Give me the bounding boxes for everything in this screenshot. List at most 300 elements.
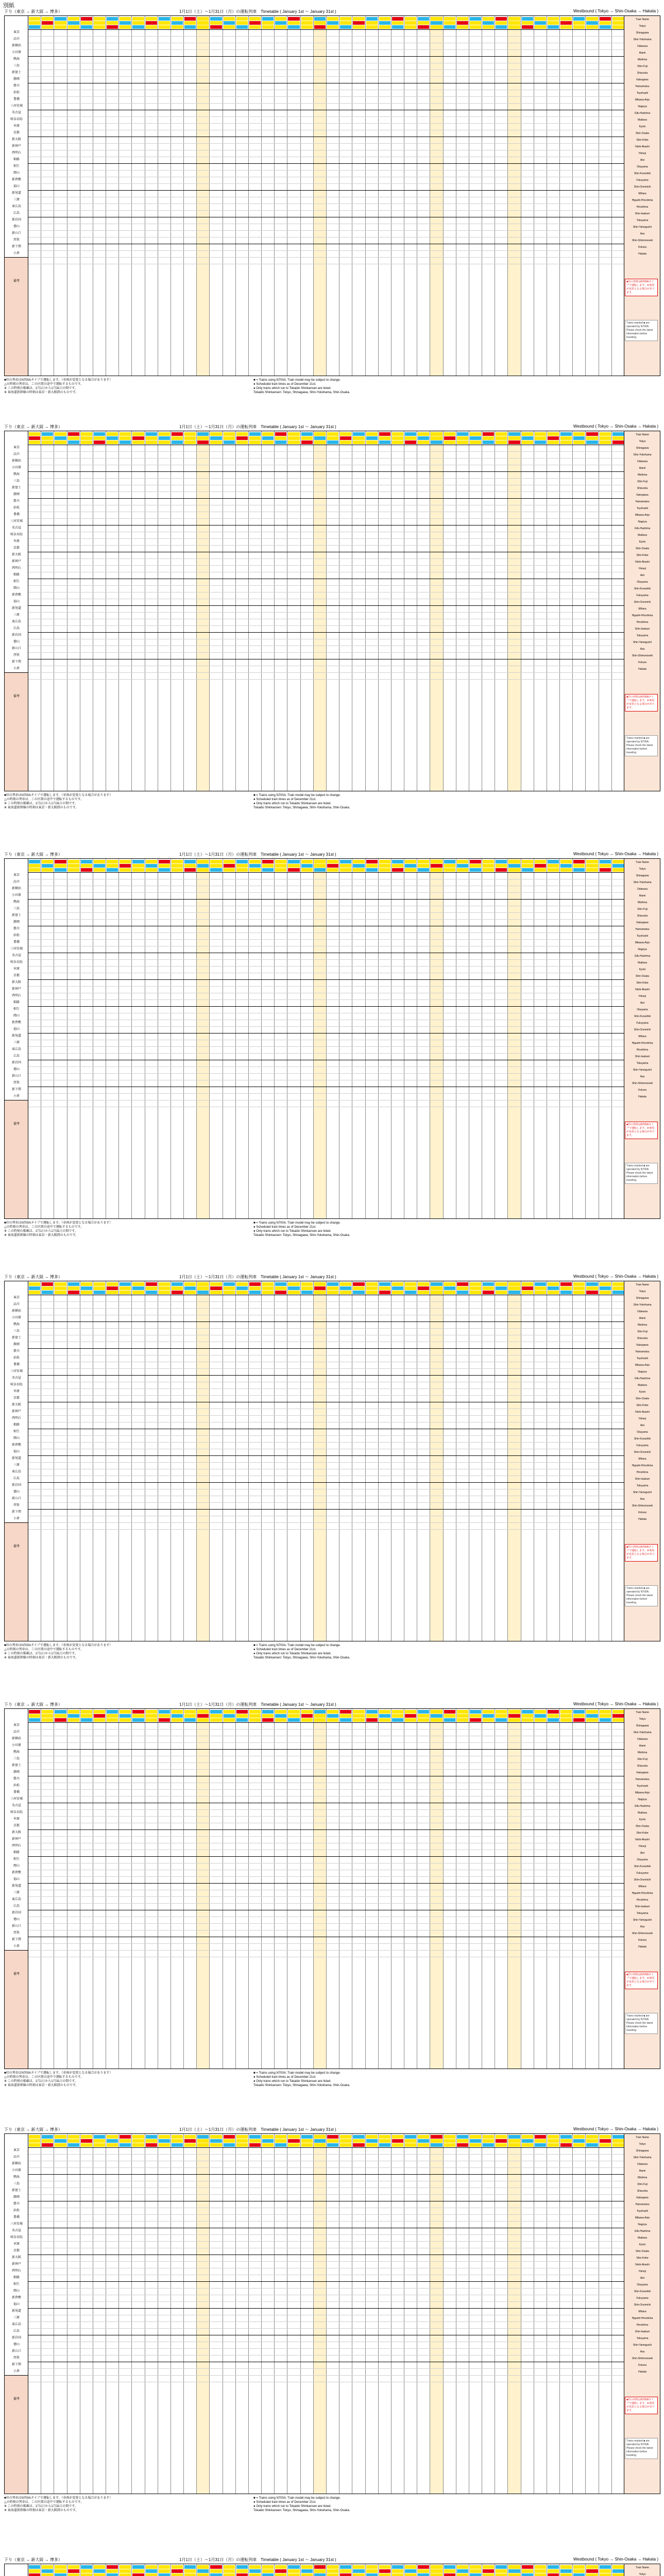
station-name-en: Shin-Kurashiki — [634, 172, 651, 175]
train-type-marker — [600, 860, 611, 863]
train-type-marker — [197, 1291, 209, 1294]
train-type-marker — [249, 1282, 261, 1286]
train-type-marker — [353, 432, 364, 436]
period-label: 1月1日（土）〜1月31日（月）の運転列車 Timetable ( January 1st 〜 January 31st ) — [179, 1702, 336, 1707]
train-type-marker — [366, 1282, 378, 1286]
station-label: 新富士 — [11, 1764, 21, 1767]
train-type-marker — [470, 1718, 481, 1722]
train-type-marker — [314, 2573, 326, 2576]
footnote-line: ■ = Trains using N700A. Train model may be subject to change. — [253, 794, 341, 797]
train-type-marker — [431, 436, 442, 440]
station-name-en: Kokura — [638, 1089, 646, 1092]
station-name-en: Shinagawa — [636, 447, 649, 450]
train-type-marker — [353, 864, 364, 868]
train-type-marker — [548, 432, 559, 436]
station-name-en: Shin-Osaka — [635, 547, 650, 550]
train-type-marker — [405, 1710, 416, 1714]
row-divider — [28, 565, 625, 566]
train-type-marker — [379, 2573, 390, 2576]
train-type-marker — [120, 432, 131, 436]
train-type-marker — [29, 2565, 40, 2569]
train-type-marker — [107, 2135, 118, 2139]
train-type-marker — [146, 1282, 157, 1286]
station-name-en: Tokyo — [639, 868, 646, 871]
station-label: 新横浜 — [11, 1737, 21, 1740]
train-type-marker — [262, 1710, 274, 1714]
station-name-en: Atami — [639, 2170, 646, 2173]
train-type-marker — [275, 2135, 286, 2139]
train-type-marker — [612, 25, 624, 29]
station-name-en: Mikawa-Anjo — [635, 2216, 650, 2219]
train-type-marker — [184, 2573, 196, 2576]
train-type-marker — [107, 864, 118, 868]
train-type-marker — [392, 432, 403, 436]
row-divider — [28, 672, 625, 673]
train-type-marker — [107, 1714, 118, 1718]
train-type-marker — [314, 1286, 326, 1290]
train-type-marker — [522, 436, 533, 440]
train-type-marker — [600, 1710, 611, 1714]
train-type-marker — [236, 2573, 248, 2576]
train-type-marker — [560, 868, 572, 872]
station-label: 岡山 — [13, 1437, 20, 1440]
train-type-marker — [132, 1291, 144, 1294]
train-type-marker — [120, 436, 131, 440]
train-type-marker — [612, 2569, 624, 2573]
station-name-en: Kyoto — [639, 2243, 646, 2246]
station-label: 岐阜羽島 — [10, 1383, 23, 1386]
station-name-en: Hiroshima — [636, 1471, 649, 1474]
station-name-en: Nishi-Akashi — [635, 145, 650, 148]
train-type-marker — [159, 436, 170, 440]
train-type-marker — [548, 2565, 559, 2569]
row-divider — [28, 2375, 625, 2376]
station-label: 新倉敷 — [11, 594, 21, 597]
train-type-marker — [508, 436, 520, 440]
train-column — [249, 2564, 262, 2576]
station-label: 名古屋 — [11, 1804, 21, 1807]
train-type-marker — [55, 2139, 66, 2143]
train-column — [379, 2564, 391, 2576]
train-type-marker — [314, 2143, 326, 2147]
train-type-marker — [55, 1291, 66, 1294]
train-type-marker — [392, 25, 403, 29]
station-name-en: Shin-Yokohama — [633, 1731, 652, 1734]
train-type-marker — [340, 2573, 351, 2576]
train-type-marker — [275, 2569, 286, 2573]
train-type-marker — [107, 1282, 118, 1286]
station-name-en: Odawara — [637, 2163, 648, 2166]
train-type-marker — [573, 2565, 585, 2569]
train-type-marker — [612, 2565, 624, 2569]
train-type-marker — [379, 1291, 390, 1294]
train-type-marker — [236, 17, 248, 21]
train-type-marker — [483, 2569, 494, 2573]
station-label: 新岩国 — [11, 1911, 21, 1914]
station-label: 相生 — [13, 2283, 20, 2286]
station-name-en: Kakegawa — [636, 78, 649, 81]
station-label: 新大阪 — [11, 553, 21, 556]
station-name-en: Shin-Kobe — [636, 1404, 649, 1407]
station-label: 米原 — [13, 125, 20, 128]
train-type-marker — [548, 1282, 559, 1286]
block-title — [4, 2555, 660, 2564]
station-column — [5, 1709, 28, 2069]
footnote-line: ● Only trains which run to Tokaido Shinkansen are listed. — [253, 2080, 331, 2083]
train-type-marker — [301, 1286, 313, 1290]
train-type-marker — [573, 864, 585, 868]
train-type-marker — [68, 21, 79, 25]
train-type-marker — [418, 2143, 429, 2147]
train-type-marker — [288, 1282, 299, 1286]
train-type-marker — [68, 2139, 79, 2143]
train-type-marker — [483, 1282, 494, 1286]
train-type-marker — [146, 2135, 157, 2139]
train-type-marker — [418, 432, 429, 436]
train-type-marker — [353, 2135, 364, 2139]
train-type-marker — [159, 2135, 170, 2139]
station-label: 小田原 — [11, 51, 21, 54]
station-label: 西明石 — [11, 2269, 21, 2273]
station-name-en: Hiroshima — [636, 1048, 649, 1052]
station-name-en: Maibara — [637, 1384, 648, 1387]
train-type-marker — [612, 860, 624, 863]
station-name-en: Hamamatsu — [635, 1778, 650, 1781]
station-name-en: Aioi — [640, 1002, 645, 1005]
station-label: 西明石 — [11, 994, 21, 997]
train-type-marker — [405, 1282, 416, 1286]
train-type-marker — [470, 432, 481, 436]
train-type-marker — [600, 1291, 611, 1294]
train-type-marker — [535, 2573, 546, 2576]
train-type-marker — [444, 860, 455, 863]
train-type-marker — [210, 1718, 222, 1722]
train-type-marker — [197, 1714, 209, 1718]
station-label: 新下関 — [11, 1511, 21, 1514]
station-name-en: Hiroshima — [636, 206, 649, 209]
train-type-marker — [535, 1714, 546, 1718]
train-type-marker — [197, 2135, 209, 2139]
station-name-en: Shin-Fuji — [637, 1330, 648, 1333]
train-type-marker — [159, 2565, 170, 2569]
station-name-en: Mishima — [637, 1324, 648, 1327]
train-type-marker — [159, 440, 170, 444]
train-type-marker — [94, 860, 105, 863]
station-name-en: Mishima — [637, 2176, 648, 2179]
train-type-marker — [483, 1718, 494, 1722]
station-name-en: Shin-Shimonoseki — [632, 1504, 653, 1507]
train-type-marker — [132, 2565, 144, 2569]
train-type-marker — [496, 2135, 507, 2139]
station-name-en: Himeji — [639, 1417, 646, 1420]
train-type-marker — [107, 860, 118, 863]
timetable-grid — [4, 2133, 660, 2494]
train-type-marker — [236, 2139, 248, 2143]
train-type-marker — [522, 1714, 533, 1718]
train-type-marker — [366, 25, 378, 29]
train-type-marker — [197, 1282, 209, 1286]
train-type-marker — [508, 1286, 520, 1290]
train-type-marker — [522, 860, 533, 863]
train-type-marker — [353, 1291, 364, 1294]
row-divider — [28, 2167, 625, 2168]
train-type-marker — [457, 2139, 468, 2143]
station-label: 豊橋 — [13, 98, 20, 101]
train-type-marker — [418, 2573, 429, 2576]
train-type-marker — [496, 1282, 507, 1286]
train-type-marker — [132, 25, 144, 29]
row-divider — [28, 1482, 625, 1483]
station-name-en: Odawara — [637, 888, 648, 891]
train-type-marker — [496, 436, 507, 440]
row-divider — [28, 1388, 625, 1389]
train-type-marker — [483, 2139, 494, 2143]
train-type-marker — [184, 2565, 196, 2569]
train-type-marker — [444, 2573, 455, 2576]
station-label: 厚狭 — [13, 654, 20, 657]
train-type-marker — [444, 2135, 455, 2139]
train-type-marker — [340, 17, 351, 21]
station-name-en: Shin-Onomichi — [634, 1451, 651, 1454]
station-label: 相生 — [13, 580, 20, 583]
train-type-marker — [379, 2143, 390, 2147]
station-name-en: Toyohashi — [636, 92, 649, 95]
train-type-marker — [522, 2139, 533, 2143]
train-type-marker — [224, 1714, 235, 1718]
station-label: 東広島 — [11, 205, 21, 208]
station-name-en: Shin-Iwakuni — [635, 1478, 650, 1481]
row-divider — [28, 1462, 625, 1463]
train-type-marker — [418, 1291, 429, 1294]
row-divider — [28, 1876, 625, 1877]
station-name-en: Shizuoka — [637, 487, 648, 490]
train-type-marker — [288, 1718, 299, 1722]
train-type-marker — [94, 1291, 105, 1294]
station-name-en: Train Name — [636, 2136, 649, 2139]
train-type-marker — [586, 1718, 598, 1722]
train-type-marker — [94, 2569, 105, 2573]
train-type-marker — [392, 436, 403, 440]
row-divider — [28, 2174, 625, 2175]
train-type-marker — [522, 25, 533, 29]
station-label: 品川 — [13, 1303, 20, 1306]
row-divider — [28, 103, 625, 104]
footnote-line: ● Scheduled train times as of December 21st. — [253, 1648, 316, 1651]
station-label: 厚狭 — [13, 2357, 20, 2360]
train-type-marker — [262, 17, 274, 21]
train-type-marker — [418, 860, 429, 863]
row-divider — [28, 29, 625, 30]
station-label: 名古屋 — [11, 527, 21, 530]
row-divider — [28, 2214, 625, 2215]
train-type-marker — [172, 1291, 183, 1294]
train-type-marker — [288, 25, 299, 29]
footnote-line: Tokaido Shinkansen: Tokyo, Shinagawa, Shin-Yokohama, Shin-Osaka. — [253, 2509, 350, 2512]
train-type-marker — [560, 1282, 572, 1286]
footnote-line: ※ 東海道新幹線の時刻は東京・新大阪間のものです。 — [4, 806, 79, 809]
remarks-label: 備考 — [13, 280, 20, 283]
train-type-marker — [224, 2569, 235, 2573]
row-divider — [28, 518, 625, 519]
train-type-marker — [249, 1286, 261, 1290]
train-type-marker — [573, 1710, 585, 1714]
direction-label: 下り（東京 → 新大阪 → 博多） — [4, 425, 62, 429]
train-type-marker — [548, 2135, 559, 2139]
row-divider — [28, 585, 625, 586]
station-name-en: Mishima — [637, 58, 648, 61]
row-divider — [28, 163, 625, 164]
train-type-marker — [548, 864, 559, 868]
train-type-marker — [301, 1710, 313, 1714]
train-type-marker — [353, 2565, 364, 2569]
train-type-marker — [327, 864, 338, 868]
train-type-marker — [418, 868, 429, 872]
station-label: 三島 — [13, 2182, 20, 2185]
train-type-marker — [146, 1714, 157, 1718]
train-type-marker — [379, 1710, 390, 1714]
train-type-marker — [159, 21, 170, 25]
train-type-marker — [496, 432, 507, 436]
train-type-marker — [612, 1282, 624, 1286]
train-type-marker — [586, 2565, 598, 2569]
train-type-marker — [197, 440, 209, 444]
train-type-marker — [68, 2573, 79, 2576]
train-type-marker — [262, 21, 274, 25]
station-name-en: Shin-Yamaguchi — [633, 2344, 652, 2347]
train-type-marker — [262, 25, 274, 29]
station-label: 京都 — [13, 547, 20, 550]
train-type-marker — [548, 2143, 559, 2147]
row-divider — [28, 1368, 625, 1369]
train-type-marker — [560, 2565, 572, 2569]
train-type-marker — [522, 868, 533, 872]
station-name-en: Shin-Kobe — [636, 2257, 649, 2260]
train-type-marker — [496, 1718, 507, 1722]
train-type-marker — [81, 436, 92, 440]
train-type-marker — [68, 1291, 79, 1294]
row-divider — [28, 1950, 625, 1951]
train-type-marker — [457, 1282, 468, 1286]
footnote-line: ● Scheduled train times as of December 21st. — [253, 798, 316, 801]
train-type-marker — [366, 2569, 378, 2573]
train-type-marker — [418, 2569, 429, 2573]
train-type-marker — [392, 864, 403, 868]
train-type-marker — [68, 25, 79, 29]
station-name-en: Shin-Iwakuni — [635, 1905, 650, 1908]
train-type-marker — [483, 432, 494, 436]
station-name-en: Shin-Yokohama — [633, 2156, 652, 2159]
train-type-marker — [132, 2135, 144, 2139]
station-name-en: Mikawa-Anjo — [635, 1791, 650, 1794]
train-type-marker — [392, 1291, 403, 1294]
station-name-en: Shin-Osaka — [635, 2250, 650, 2253]
train-type-marker — [470, 868, 481, 872]
train-type-marker — [353, 868, 364, 872]
train-type-marker — [586, 1710, 598, 1714]
station-name-en: Himeji — [639, 567, 646, 570]
remarks-cell — [5, 257, 28, 376]
station-name-en: Nagoya — [638, 948, 647, 951]
train-type-marker — [132, 21, 144, 25]
train-type-marker — [431, 868, 442, 872]
train-type-marker — [431, 17, 442, 21]
station-label: 熱海 — [13, 473, 20, 476]
train-type-marker — [483, 1286, 494, 1290]
train-type-marker — [560, 864, 572, 868]
train-type-marker — [431, 2139, 442, 2143]
train-type-marker — [301, 2135, 313, 2139]
train-type-marker — [444, 864, 455, 868]
footnote-line: ■ = Trains using N700A. Train model may be subject to change. — [253, 1222, 341, 1225]
train-type-marker — [210, 17, 222, 21]
train-type-marker — [586, 17, 598, 21]
train-type-marker — [159, 1714, 170, 1718]
row-divider — [28, 2368, 625, 2369]
station-label: 新尾道 — [11, 2310, 21, 2313]
train-type-marker — [172, 1286, 183, 1290]
train-type-marker — [573, 432, 585, 436]
train-type-marker — [366, 864, 378, 868]
train-type-marker — [522, 17, 533, 21]
train-type-marker — [29, 1714, 40, 1718]
train-type-marker — [159, 1710, 170, 1714]
station-label: 岡山 — [13, 1865, 20, 1868]
footnote-line: ■印の列車はN700Aタイプで運転します。（車両が変更となる場合があります） — [4, 794, 113, 797]
train-type-marker — [197, 868, 209, 872]
train-type-marker — [184, 1291, 196, 1294]
station-name-en: Shizuoka — [637, 2190, 648, 2193]
train-type-marker — [405, 864, 416, 868]
train-type-marker — [431, 1291, 442, 1294]
station-label: 静岡 — [13, 2196, 20, 2199]
station-label: 三原 — [13, 2316, 20, 2319]
train-type-marker — [314, 2135, 326, 2139]
station-label: 新大阪 — [11, 981, 21, 984]
station-name-en: Shin-Onomichi — [634, 185, 651, 189]
train-column — [417, 2564, 430, 2576]
train-type-marker — [81, 2569, 92, 2573]
station-label: 東京 — [13, 1296, 20, 1299]
station-name-en: Shin-Yamaguchi — [633, 1069, 652, 1072]
train-type-marker — [301, 864, 313, 868]
remarks-label: 備考 — [13, 2398, 20, 2401]
remarks-cell — [5, 2375, 28, 2494]
train-type-marker — [249, 860, 261, 863]
train-type-marker — [496, 1710, 507, 1714]
notice-box-en: Trains marked ■ are operated by N700A. Please check the latest information before traveling. — [625, 2438, 658, 2459]
row-divider — [28, 1053, 625, 1054]
train-type-marker — [172, 436, 183, 440]
train-type-marker — [275, 440, 286, 444]
train-type-marker — [275, 868, 286, 872]
train-type-marker — [94, 432, 105, 436]
train-type-marker — [42, 21, 53, 25]
row-divider — [28, 1308, 625, 1309]
footnote-line: Tokaido Shinkansen: Tokyo, Shinagawa, Shin-Yokohama, Shin-Osaka. — [253, 1656, 350, 1659]
train-type-marker — [405, 2135, 416, 2139]
station-name-en: Shin-Osaka — [635, 1825, 650, 1828]
train-type-marker — [184, 17, 196, 21]
train-type-marker — [68, 860, 79, 863]
footnote-line: ● Scheduled train times as of December 21st. — [253, 1226, 316, 1229]
train-type-marker — [444, 2569, 455, 2573]
train-type-marker — [132, 2573, 144, 2576]
train-type-marker — [379, 432, 390, 436]
row-divider — [28, 1789, 625, 1790]
train-type-marker — [249, 2573, 261, 2576]
train-type-marker — [288, 440, 299, 444]
train-type-marker — [68, 17, 79, 21]
